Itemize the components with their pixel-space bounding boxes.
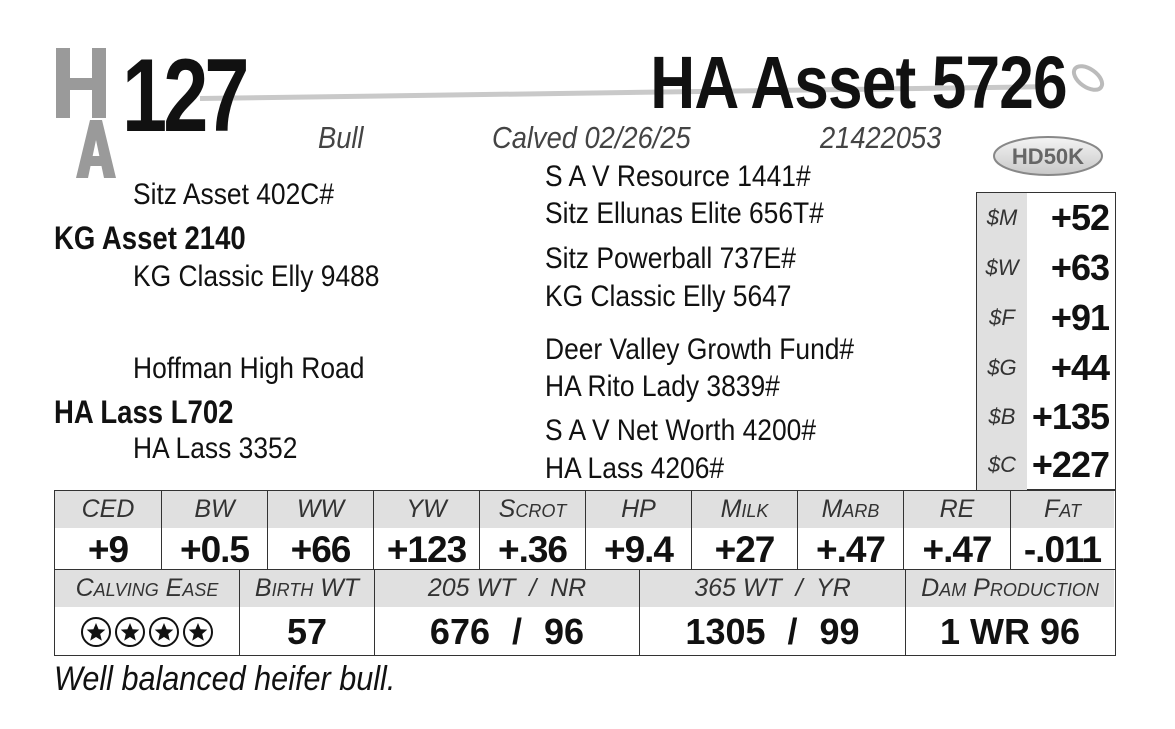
epd-hp	[586, 491, 692, 569]
calving-ease-cell	[55, 570, 240, 655]
star-icon	[149, 617, 179, 647]
wt365-cell	[640, 570, 906, 655]
epd-value: +0.5	[179, 528, 250, 570]
epd-value: +9	[87, 528, 129, 570]
sire-sire-sire: S A V Resource 1441#	[545, 160, 811, 193]
epd-ww	[268, 491, 374, 569]
epd-label: Marb	[798, 491, 903, 528]
epd-value: +9.4	[603, 528, 674, 570]
wt205-weight: 676	[429, 610, 490, 652]
epd-label: WW	[268, 491, 373, 528]
birth-wt-label: Birth WT	[240, 570, 374, 607]
animal-sex: Bull	[318, 120, 364, 155]
dam: HA Lass L702	[54, 394, 234, 430]
epd-value: +27	[714, 528, 775, 570]
dam-dam-dam: HA Lass 4206#	[545, 452, 725, 485]
epd-bw	[162, 491, 268, 569]
dam-dam-sire: S A V Net Worth 4200#	[545, 414, 817, 447]
calving-ease-label: Calving Ease	[55, 570, 239, 607]
index-row-g	[977, 343, 1115, 393]
epd-label: CED	[55, 491, 161, 528]
index-label: $M	[977, 193, 1027, 243]
index-value: +44	[1050, 347, 1109, 388]
index-value: +52	[1050, 197, 1109, 238]
epd-label: HP	[586, 491, 691, 528]
sire-dam: KG Classic Elly 9488	[133, 260, 380, 293]
star-icon	[115, 617, 145, 647]
wt205-separator: /	[512, 610, 523, 652]
sire-sire-dam: Sitz Ellunas Elite 656T#	[545, 197, 824, 230]
sire-dam-sire: Sitz Powerball 737E#	[545, 242, 796, 275]
index-value: +63	[1050, 247, 1109, 288]
epd-label: BW	[162, 491, 267, 528]
star-icon	[183, 617, 213, 647]
dam-sire-dam: HA Rito Lady 3839#	[545, 370, 780, 403]
epd-value: +123	[386, 528, 467, 570]
calving-ease-value	[55, 607, 239, 656]
index-row-c	[977, 440, 1115, 490]
epd-value: +.47	[815, 528, 886, 570]
dam-dam: HA Lass 3352	[133, 432, 298, 465]
epd-label: Fat	[1011, 491, 1114, 528]
index-value: +91	[1050, 297, 1109, 338]
wt205-ratio: 96	[544, 610, 585, 652]
wt205-label: 205 WT / NR	[375, 570, 639, 607]
wt365-separator: /	[787, 610, 798, 652]
epd-value: +.36	[497, 528, 568, 570]
index-label: $B	[977, 392, 1027, 442]
ha-logo-icon	[52, 44, 132, 184]
performance-table	[54, 570, 1116, 656]
dam-production-value: 1 WR 96	[939, 610, 1081, 652]
index-label: $F	[977, 293, 1027, 343]
star-icon	[81, 617, 111, 647]
epd-label: RE	[904, 491, 1010, 528]
birth-wt-value: 57	[286, 610, 328, 652]
epd-re	[904, 491, 1011, 569]
comment: Well balanced heifer bull.	[54, 660, 396, 698]
ring-icon	[1066, 58, 1116, 98]
epd-yw	[374, 491, 480, 569]
dollar-index-box	[976, 192, 1116, 490]
sire: KG Asset 2140	[54, 220, 246, 256]
epd-label: Scrot	[480, 491, 585, 528]
hd50k-badge-text: HD50K	[1011, 144, 1085, 169]
epd-value: +.47	[922, 528, 992, 570]
epd-label: Milk	[692, 491, 797, 528]
sire-dam-dam: KG Classic Elly 5647	[545, 280, 792, 313]
wt205-cell	[375, 570, 640, 655]
index-row-m	[977, 193, 1115, 243]
epd-value: -.011	[1023, 528, 1102, 570]
wt365-value	[640, 607, 905, 656]
epd-milk	[692, 491, 798, 569]
wt365-label: 365 WT / YR	[640, 570, 905, 607]
registration-number: 21422053	[820, 120, 942, 155]
epd-ced	[55, 491, 162, 569]
dam-sire-sire: Deer Valley Growth Fund#	[545, 333, 855, 366]
wt365-weight: 1305	[685, 610, 766, 652]
epd-fat	[1011, 491, 1114, 569]
animal-name: HA Asset 5726	[650, 41, 1067, 124]
wt365-ratio: 99	[819, 610, 860, 652]
index-row-w	[977, 243, 1115, 293]
index-label: $W	[977, 243, 1027, 293]
index-row-b	[977, 392, 1115, 442]
calved-date: Calved 02/26/25	[492, 120, 691, 155]
epd-value: +66	[290, 528, 351, 570]
dam-production-label: Dam Production	[906, 570, 1114, 607]
dam-sire: Hoffman High Road	[133, 352, 365, 385]
index-value: +135	[1031, 396, 1109, 437]
index-value: +227	[1031, 444, 1109, 485]
dam-production-cell	[906, 570, 1114, 655]
lot-number: 127	[122, 38, 246, 154]
index-label: $G	[977, 343, 1027, 393]
epd-label: YW	[374, 491, 479, 528]
index-row-f	[977, 293, 1115, 343]
index-label: $C	[977, 440, 1027, 490]
sire-sire: Sitz Asset 402C#	[133, 178, 335, 211]
hd50k-badge-icon	[992, 135, 1104, 177]
wt205-value	[375, 607, 639, 656]
epd-marb	[798, 491, 904, 569]
epd-scrot	[480, 491, 586, 569]
birth-wt-cell	[240, 570, 375, 655]
epd-table	[54, 490, 1116, 570]
calving-ease-stars	[81, 617, 213, 647]
